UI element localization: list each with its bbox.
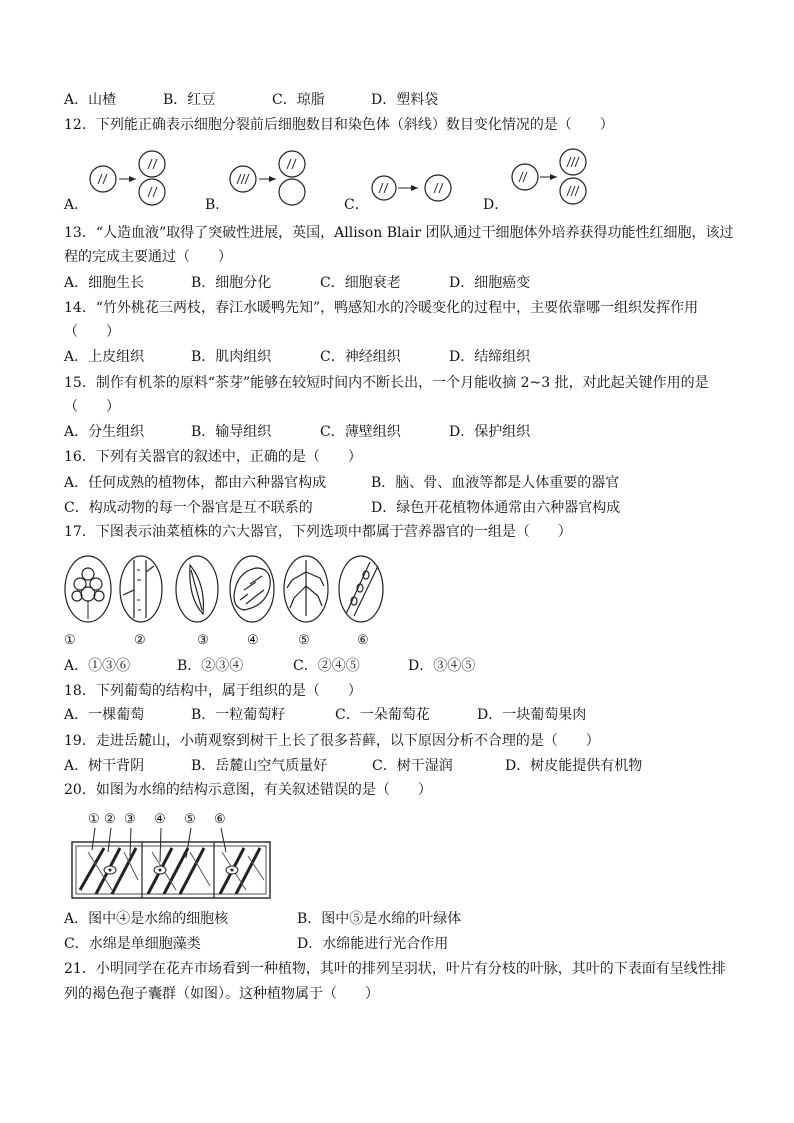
q12-label-b: B． xyxy=(205,197,230,213)
q15-stem-line2: （ ） xyxy=(64,399,120,415)
q20-label-6: ⑥ xyxy=(214,812,226,827)
q19-stem: 19．走进岳麓山，小萌观察到树干上长了很多苔藓，以下原因分析不合理的是（ ） xyxy=(64,733,600,749)
q17-option-a: A．①③⑥ xyxy=(64,658,131,674)
q15-option-b: B．输导组织 xyxy=(191,424,272,440)
q19-option-a: A．树干背阴 xyxy=(64,758,145,774)
q15-option-a: A．分生组织 xyxy=(64,424,145,440)
q20-label-2: ② xyxy=(104,812,116,827)
q17-label-2: ② xyxy=(134,633,146,648)
q18-option-a: A．一棵葡萄 xyxy=(64,707,145,723)
q19-option-c: C．树干湿润 xyxy=(372,758,453,774)
q13-option-b: B．细胞分化 xyxy=(191,275,272,291)
q11-option-c: C．琼脂 xyxy=(272,92,325,108)
q15-stem-line1: 15．制作有机茶的原料“茶芽”能够在较短时间内不断长出，一个月能收摘 2~3 批，对此起关键作用的是 xyxy=(64,375,709,391)
q14-option-d: D．结缔组织 xyxy=(449,349,531,365)
q20-label-4: ④ xyxy=(154,812,166,827)
q21-stem-line1: 21．小明同学在花卉市场看到一种植物，其叶的排列呈羽状，叶片有分枝的叶脉，其叶的下表面有呈线性排 xyxy=(64,961,726,977)
q20-option-b: B．图中⑤是水绵的叶绿体 xyxy=(297,911,462,927)
q20-option-a: A．图中④是水绵的细胞核 xyxy=(64,911,229,927)
q19-option-b: B．岳麓山空气质量好 xyxy=(191,758,328,774)
q20-option-d: D．水绵能进行光合作用 xyxy=(297,936,449,952)
q17-option-d: D．③④⑤ xyxy=(408,658,476,674)
q17-stem: 17．下图表示油菜植株的六大器官，下列选项中都属于营养器官的一组是（ ） xyxy=(64,524,572,540)
q12-label-d: D． xyxy=(483,197,509,213)
q16-option-b: B．脑、骨、血液等都是人体重要的器官 xyxy=(371,475,620,491)
q14-option-c: C．神经组织 xyxy=(320,349,401,365)
q15-option-d: D．保护组织 xyxy=(449,424,531,440)
q17-label-3: ③ xyxy=(197,633,209,648)
q20-stem: 20．如图为水绵的结构示意图，有关叙述错误的是（ ） xyxy=(64,782,432,798)
q11-option-a: A．山楂 xyxy=(64,92,117,108)
q17-option-c: C．②④⑤ xyxy=(293,658,360,674)
q13-option-c: C．细胞衰老 xyxy=(320,275,401,291)
q14-stem-line2: （ ） xyxy=(64,324,120,340)
q18-option-b: B．一粒葡萄籽 xyxy=(191,707,286,723)
q20-filament xyxy=(72,842,270,898)
q16-option-d: D．绿色开花植物体通常由六种器官构成 xyxy=(371,500,621,516)
q19-option-d: D．树皮能提供有机物 xyxy=(505,758,643,774)
q17-label-6: ⑥ xyxy=(357,633,369,648)
q16-option-a: A．任何成熟的植物体，都由六种器官构成 xyxy=(64,475,327,491)
q17-label-4: ④ xyxy=(247,633,259,648)
q18-option-d: D．一块葡萄果肉 xyxy=(477,707,587,723)
q12-label-c: C． xyxy=(344,197,369,213)
q17-option-b: B．②③④ xyxy=(177,658,244,674)
q17-label-1: ① xyxy=(64,633,76,648)
q13-stem-line2: 程的完成主要通过（ ） xyxy=(64,249,232,265)
q20-label-5: ⑤ xyxy=(184,812,196,827)
q20-label-3: ③ xyxy=(124,812,136,827)
q20-option-c: C．水绵是单细胞藻类 xyxy=(64,936,201,952)
q11-option-b: B．红豆 xyxy=(163,92,216,108)
q13-stem-line1: 13．“人造血液”取得了突破性进展，英国，Allison Blair 团队通过干细胞体外培养获得功能性红细胞，该过 xyxy=(64,225,734,241)
q13-option-a: A．细胞生长 xyxy=(64,275,145,291)
q17-label-5: ⑤ xyxy=(298,633,310,648)
q12-label-a: A． xyxy=(64,197,89,213)
q14-option-a: A．上皮组织 xyxy=(64,349,145,365)
q16-option-c: C．构成动物的每一个器官是互不联系的 xyxy=(64,500,313,516)
q11-option-d: D．塑料袋 xyxy=(371,92,439,108)
q13-option-d: D．细胞癌变 xyxy=(449,275,531,291)
q14-option-b: B．肌肉组织 xyxy=(191,349,272,365)
q12-stem: 12．下列能正确表示细胞分裂前后细胞数目和染色体（斜线）数目变化情况的是（ ） xyxy=(64,117,614,133)
q14-stem-line1: 14．“竹外桃花三两枝，春江水暖鸭先知”，鸭感知水的冷暖变化的过程中，主要依靠哪一组织发挥作用 xyxy=(64,300,699,316)
q18-option-c: C．一朵葡萄花 xyxy=(335,707,430,723)
q16-stem: 16．下列有关器官的叙述中，正确的是（ ） xyxy=(64,449,362,465)
q21-stem-line2: 列的褐色孢子囊群（如图）。这种植物属于（ ） xyxy=(64,986,379,1002)
q18-stem: 18．下列葡萄的结构中，属于组织的是（ ） xyxy=(64,683,362,699)
q20-label-1: ① xyxy=(88,812,100,827)
q15-option-c: C．薄壁组织 xyxy=(320,424,401,440)
